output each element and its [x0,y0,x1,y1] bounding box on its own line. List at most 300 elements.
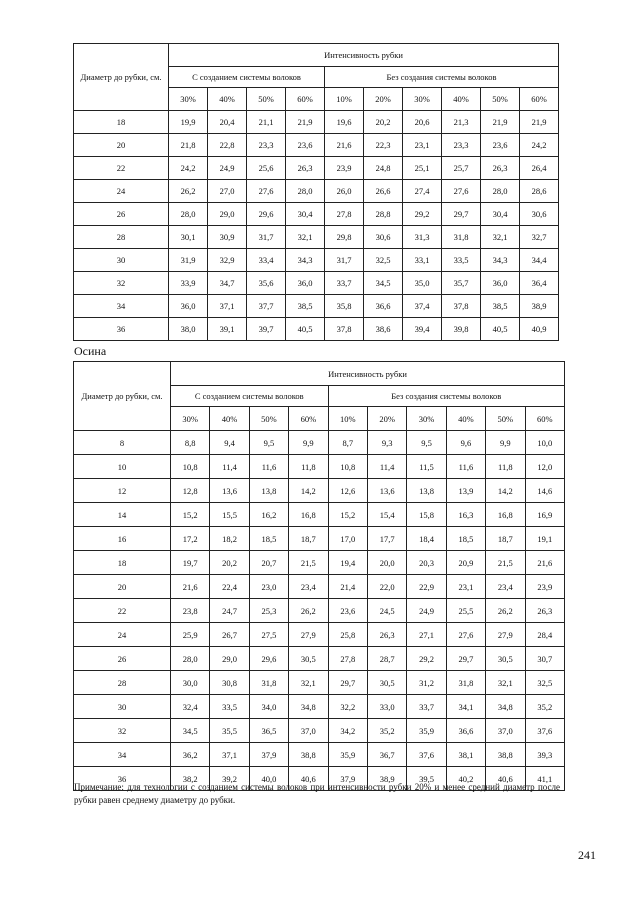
group-header-without-skid-trails: Без создания системы волоков [325,67,559,88]
diameter-cell: 22 [74,599,171,623]
value-cell: 31,3 [403,226,442,249]
value-cell: 20,0 [367,551,406,575]
value-cell: 25,9 [171,623,210,647]
value-cell: 32,7 [520,226,559,249]
value-cell: 29,7 [442,203,481,226]
diameter-cell: 30 [74,249,169,272]
value-cell: 27,9 [486,623,525,647]
value-cell: 28,0 [171,647,210,671]
value-cell: 18,2 [210,527,249,551]
pct-header: 30% [407,407,446,431]
value-cell: 19,7 [171,551,210,575]
value-cell: 40,5 [481,318,520,341]
value-cell: 9,9 [289,431,328,455]
value-cell: 38,9 [520,295,559,318]
table-row [74,249,559,272]
value-cell: 33,1 [403,249,442,272]
value-cell: 12,8 [171,479,210,503]
value-cell: 28,6 [520,180,559,203]
value-cell: 10,8 [171,455,210,479]
pct-header: 40% [446,407,485,431]
value-cell: 34,3 [481,249,520,272]
value-cell: 36,0 [481,272,520,295]
value-cell: 37,9 [328,767,367,791]
value-cell: 20,2 [364,111,403,134]
value-cell: 29,2 [403,203,442,226]
value-cell: 37,9 [249,743,288,767]
value-cell: 32,1 [286,226,325,249]
value-cell: 26,2 [289,599,328,623]
value-cell: 34,1 [446,695,485,719]
value-cell: 23,9 [325,157,364,180]
table-aspen-diameter [73,361,565,791]
value-cell: 24,9 [208,157,247,180]
value-cell: 26,3 [286,157,325,180]
value-cell: 34,8 [486,695,525,719]
value-cell: 16,2 [249,503,288,527]
value-cell: 24,8 [364,157,403,180]
pct-header: 60% [525,407,564,431]
value-cell: 25,1 [403,157,442,180]
value-cell: 39,4 [403,318,442,341]
value-cell: 32,2 [328,695,367,719]
value-cell: 38,8 [486,743,525,767]
value-cell: 23,6 [328,599,367,623]
value-cell: 32,1 [289,671,328,695]
value-cell: 15,8 [407,503,446,527]
value-cell: 20,2 [210,551,249,575]
value-cell: 30,8 [210,671,249,695]
value-cell: 26,4 [520,157,559,180]
pct-header: 50% [486,407,525,431]
intensity-header: Интенсивность рубки [171,362,565,386]
value-cell: 24,7 [210,599,249,623]
value-cell: 21,3 [442,111,481,134]
value-cell: 22,8 [208,134,247,157]
value-cell: 22,9 [407,575,446,599]
value-cell: 34,2 [328,719,367,743]
value-cell: 35,6 [247,272,286,295]
value-cell: 8,8 [171,431,210,455]
value-cell: 23,1 [403,134,442,157]
table-row [74,695,565,719]
value-cell: 11,4 [367,455,406,479]
pct-header: 10% [328,407,367,431]
value-cell: 32,5 [525,671,564,695]
value-cell: 23,4 [289,575,328,599]
section-title: Осина [74,344,107,358]
pct-header: 60% [286,88,325,111]
pct-header: 50% [247,88,286,111]
table-row [74,479,565,503]
value-cell: 13,6 [210,479,249,503]
value-cell: 25,8 [328,623,367,647]
value-cell: 23,1 [446,575,485,599]
value-cell: 15,2 [328,503,367,527]
value-cell: 26,2 [486,599,525,623]
value-cell: 38,9 [367,767,406,791]
value-cell: 11,8 [486,455,525,479]
table-row [74,134,559,157]
value-cell: 19,4 [328,551,367,575]
value-cell: 35,2 [367,719,406,743]
value-cell: 16,8 [486,503,525,527]
value-cell: 23,0 [249,575,288,599]
table-row [74,295,559,318]
table-row [74,719,565,743]
value-cell: 28,0 [169,203,208,226]
value-cell: 37,0 [289,719,328,743]
value-cell: 36,6 [446,719,485,743]
value-cell: 15,2 [171,503,210,527]
value-cell: 37,8 [325,318,364,341]
value-cell: 21,9 [481,111,520,134]
value-cell: 35,2 [525,695,564,719]
value-cell: 27,1 [407,623,446,647]
diameter-cell: 32 [74,719,171,743]
value-cell: 19,6 [325,111,364,134]
group-header-with-skid-trails: С созданием системы волоков [169,67,325,88]
value-cell: 39,3 [525,743,564,767]
value-cell: 14,2 [486,479,525,503]
value-cell: 31,7 [247,226,286,249]
value-cell: 18,7 [289,527,328,551]
value-cell: 28,8 [364,203,403,226]
value-cell: 29,0 [210,647,249,671]
value-cell: 37,1 [210,743,249,767]
table-row [74,272,559,295]
table-row [74,671,565,695]
value-cell: 23,6 [286,134,325,157]
value-cell: 13,8 [249,479,288,503]
value-cell: 34,0 [249,695,288,719]
value-cell: 9,3 [367,431,406,455]
value-cell: 31,9 [169,249,208,272]
value-cell: 12,0 [525,455,564,479]
diameter-cell: 34 [74,743,171,767]
value-cell: 37,4 [403,295,442,318]
value-cell: 29,2 [407,647,446,671]
value-cell: 11,6 [249,455,288,479]
value-cell: 39,1 [208,318,247,341]
diameter-cell: 16 [74,527,171,551]
value-cell: 37,7 [247,295,286,318]
value-cell: 26,3 [481,157,520,180]
value-cell: 9,4 [210,431,249,455]
value-cell: 25,3 [249,599,288,623]
page-number: 241 [578,848,596,862]
value-cell: 40,5 [286,318,325,341]
value-cell: 26,6 [364,180,403,203]
pct-header: 20% [364,88,403,111]
value-cell: 30,4 [286,203,325,226]
value-cell: 37,6 [407,743,446,767]
diameter-cell: 20 [74,134,169,157]
value-cell: 29,8 [325,226,364,249]
diameter-cell: 30 [74,695,171,719]
pct-header: 50% [481,88,520,111]
value-cell: 22,3 [364,134,403,157]
diameter-cell: 26 [74,647,171,671]
value-cell: 40,2 [446,767,485,791]
value-cell: 34,3 [286,249,325,272]
value-cell: 26,3 [367,623,406,647]
value-cell: 21,4 [328,575,367,599]
value-cell: 40,9 [520,318,559,341]
diameter-header: Диаметр до рубки, см. [74,44,169,111]
value-cell: 24,5 [367,599,406,623]
value-cell: 14,6 [525,479,564,503]
value-cell: 30,6 [364,226,403,249]
value-cell: 30,0 [171,671,210,695]
value-cell: 21,1 [247,111,286,134]
value-cell: 30,9 [208,226,247,249]
value-cell: 36,4 [520,272,559,295]
diameter-cell: 20 [74,575,171,599]
value-cell: 25,7 [442,157,481,180]
value-cell: 28,4 [525,623,564,647]
diameter-cell: 18 [74,111,169,134]
value-cell: 34,8 [289,695,328,719]
value-cell: 35,5 [210,719,249,743]
value-cell: 22,4 [210,575,249,599]
value-cell: 30,5 [367,671,406,695]
value-cell: 30,7 [525,647,564,671]
intensity-header: Интенсивность рубки [169,44,559,67]
value-cell: 33,0 [367,695,406,719]
table-row [74,527,565,551]
value-cell: 34,7 [208,272,247,295]
value-cell: 23,4 [486,575,525,599]
value-cell: 27,4 [403,180,442,203]
value-cell: 22,0 [367,575,406,599]
value-cell: 16,8 [289,503,328,527]
value-cell: 33,9 [169,272,208,295]
table-row [74,431,565,455]
value-cell: 30,1 [169,226,208,249]
value-cell: 38,8 [289,743,328,767]
value-cell: 38,5 [286,295,325,318]
table-body [74,111,559,341]
value-cell: 23,9 [525,575,564,599]
value-cell: 18,7 [486,527,525,551]
value-cell: 18,5 [446,527,485,551]
pct-header: 60% [520,88,559,111]
value-cell: 11,6 [446,455,485,479]
group-header-with-skid-trails: С созданием системы волоков [171,386,329,407]
diameter-cell: 10 [74,455,171,479]
value-cell: 21,8 [169,134,208,157]
pct-header: 60% [289,407,328,431]
value-cell: 17,0 [328,527,367,551]
table-row [74,111,559,134]
value-cell: 20,7 [249,551,288,575]
pct-header: 40% [210,407,249,431]
value-cell: 34,5 [364,272,403,295]
value-cell: 21,5 [289,551,328,575]
value-cell: 34,4 [520,249,559,272]
value-cell: 32,5 [364,249,403,272]
footnote: Примечание: для технологии с созданием системы волоков при интенсивности рубки 20% и менее средний диаметр после рубки равен среднему диаметру до рубки. [74,782,560,805]
value-cell: 24,2 [520,134,559,157]
value-cell: 32,1 [481,226,520,249]
value-cell: 28,7 [367,647,406,671]
diameter-cell: 28 [74,226,169,249]
value-cell: 27,0 [208,180,247,203]
value-cell: 36,7 [367,743,406,767]
value-cell: 9,6 [446,431,485,455]
pct-header: 20% [367,407,406,431]
diameter-cell: 24 [74,180,169,203]
value-cell: 30,5 [486,647,525,671]
value-cell: 37,1 [208,295,247,318]
value-cell: 29,6 [249,647,288,671]
table-row [74,455,565,479]
value-cell: 11,8 [289,455,328,479]
value-cell: 37,0 [486,719,525,743]
group-header-without-skid-trails: Без создания системы волоков [328,386,564,407]
pct-header: 30% [171,407,210,431]
pct-header: 10% [325,88,364,111]
value-cell: 23,3 [442,134,481,157]
value-cell: 23,3 [247,134,286,157]
value-cell: 27,6 [446,623,485,647]
table-row [74,318,559,341]
table-row [74,575,565,599]
value-cell: 40,0 [249,767,288,791]
value-cell: 38,6 [364,318,403,341]
value-cell: 41,1 [525,767,564,791]
value-cell: 39,5 [407,767,446,791]
value-cell: 29,6 [247,203,286,226]
value-cell: 23,8 [171,599,210,623]
pct-header: 50% [249,407,288,431]
value-cell: 26,2 [169,180,208,203]
value-cell: 37,6 [525,719,564,743]
diameter-cell: 14 [74,503,171,527]
diameter-cell: 12 [74,479,171,503]
value-cell: 33,5 [442,249,481,272]
diameter-cell: 22 [74,157,169,180]
value-cell: 37,8 [442,295,481,318]
diameter-header: Диаметр до рубки, см. [74,362,171,431]
value-cell: 35,8 [325,295,364,318]
value-cell: 33,7 [325,272,364,295]
diameter-cell: 28 [74,671,171,695]
value-cell: 27,8 [325,203,364,226]
value-cell: 26,3 [525,599,564,623]
value-cell: 31,2 [407,671,446,695]
value-cell: 30,6 [520,203,559,226]
value-cell: 33,4 [247,249,286,272]
value-cell: 26,0 [325,180,364,203]
table-row [74,743,565,767]
value-cell: 9,5 [249,431,288,455]
value-cell: 21,6 [171,575,210,599]
value-cell: 10,0 [525,431,564,455]
value-cell: 12,6 [328,479,367,503]
value-cell: 15,5 [210,503,249,527]
value-cell: 21,6 [325,134,364,157]
value-cell: 18,4 [407,527,446,551]
value-cell: 20,6 [403,111,442,134]
value-cell: 29,0 [208,203,247,226]
value-cell: 34,5 [171,719,210,743]
value-cell: 39,8 [442,318,481,341]
diameter-cell: 32 [74,272,169,295]
value-cell: 39,2 [210,767,249,791]
value-cell: 29,7 [446,647,485,671]
value-cell: 27,5 [249,623,288,647]
value-cell: 26,7 [210,623,249,647]
value-cell: 36,0 [286,272,325,295]
value-cell: 11,4 [210,455,249,479]
value-cell: 17,2 [171,527,210,551]
value-cell: 36,0 [169,295,208,318]
pct-header: 40% [208,88,247,111]
table-row [74,203,559,226]
value-cell: 27,6 [442,180,481,203]
value-cell: 10,8 [328,455,367,479]
diameter-cell: 26 [74,203,169,226]
pct-header: 30% [403,88,442,111]
table-spruce-diameter [73,43,559,341]
value-cell: 38,2 [171,767,210,791]
value-cell: 36,2 [171,743,210,767]
value-cell: 20,3 [407,551,446,575]
value-cell: 8,7 [328,431,367,455]
value-cell: 14,2 [289,479,328,503]
value-cell: 24,2 [169,157,208,180]
value-cell: 11,5 [407,455,446,479]
value-cell: 25,6 [247,157,286,180]
value-cell: 19,1 [525,527,564,551]
value-cell: 16,9 [525,503,564,527]
value-cell: 20,9 [446,551,485,575]
value-cell: 27,9 [289,623,328,647]
value-cell: 38,5 [481,295,520,318]
value-cell: 27,6 [247,180,286,203]
value-cell: 32,4 [171,695,210,719]
value-cell: 30,4 [481,203,520,226]
value-cell: 40,6 [289,767,328,791]
table-row [74,551,565,575]
value-cell: 28,0 [286,180,325,203]
diameter-cell: 18 [74,551,171,575]
diameter-cell: 34 [74,295,169,318]
value-cell: 32,1 [486,671,525,695]
value-cell: 35,0 [403,272,442,295]
value-cell: 21,9 [520,111,559,134]
value-cell: 13,9 [446,479,485,503]
value-cell: 36,5 [249,719,288,743]
value-cell: 36,6 [364,295,403,318]
value-cell: 33,7 [407,695,446,719]
value-cell: 30,5 [289,647,328,671]
table-body [74,431,565,791]
value-cell: 35,9 [407,719,446,743]
value-cell: 38,1 [446,743,485,767]
diameter-cell: 24 [74,623,171,647]
value-cell: 13,6 [367,479,406,503]
table-row [74,647,565,671]
value-cell: 35,7 [442,272,481,295]
value-cell: 40,6 [486,767,525,791]
value-cell: 20,4 [208,111,247,134]
diameter-cell: 36 [74,767,171,791]
value-cell: 25,5 [446,599,485,623]
table-row [74,180,559,203]
